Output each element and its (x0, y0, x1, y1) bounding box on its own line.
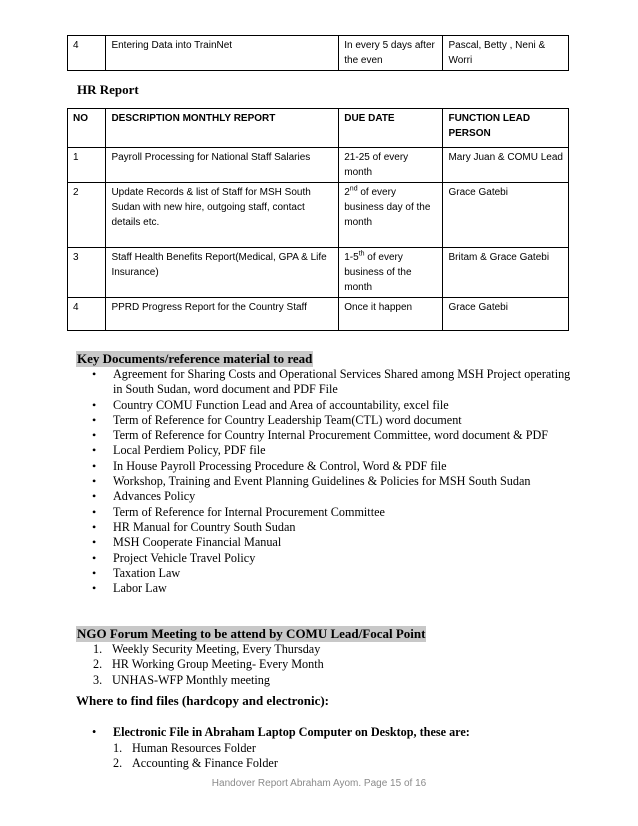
ngo-forum-title: NGO Forum Meeting to be attend by COMU Lead/Focal Point (77, 626, 426, 641)
row-due-date (339, 183, 443, 248)
row-description: Payroll Processing for National Staff Salaries (106, 148, 339, 183)
list-item (93, 673, 324, 688)
due-suffix: nd (349, 185, 358, 193)
list-item: • Advances Policy (92, 489, 572, 504)
item-number: 1. (113, 741, 123, 755)
row-description: Staff Health Benefits Report(Medical, GPA & Life Insurance) (106, 248, 339, 298)
header-due-date: DUE DATE (339, 109, 443, 148)
item-text: Human Resources Folder (132, 741, 256, 755)
row-number: 3 (68, 248, 106, 298)
header-no: NO (68, 109, 106, 148)
row-number: 4 (68, 298, 106, 331)
due-number: 1-5 (344, 252, 359, 263)
row-description: Entering Data into TrainNet (106, 36, 339, 71)
item-number: 2. (113, 756, 123, 771)
row-lead-person: Mary Juan & COMU Lead (443, 148, 569, 183)
table-row (68, 248, 569, 298)
row-number: 2 (68, 183, 106, 248)
row-number: 4 (68, 36, 106, 71)
table-row (68, 183, 569, 248)
list-item: • Term of Reference for Internal Procurement Committee (92, 505, 572, 520)
list-item: • Local Perdiem Policy, PDF file (92, 443, 572, 458)
list-item: • Labor Law (92, 581, 572, 596)
list-item: • Agreement for Sharing Costs and Operational Services Shared among MSH Project operating in South Sudan, word document and PDF File (92, 367, 572, 398)
bullet-text: Electronic File in Abraham Laptop Computer on Desktop, these are: (113, 725, 470, 739)
item-number: 3. (93, 672, 103, 687)
due-number: 2 (344, 187, 350, 198)
list-item: • Taxation Law (92, 566, 572, 581)
item-number: 2. (93, 657, 103, 672)
list-item: • Term of Reference for Country Leadership Team(CTL) word document (92, 413, 572, 428)
list-item: • HR Manual for Country South Sudan (92, 520, 572, 535)
list-item (93, 657, 324, 672)
item-text: Accounting & Finance Folder (132, 756, 278, 771)
row-due-date (339, 248, 443, 298)
table-row (68, 148, 569, 183)
page-footer: Handover Report Abraham Ayom. Page 15 of 16 (211, 778, 427, 789)
row-lead-person: Grace Gatebi (443, 298, 569, 331)
row-number: 1 (68, 148, 106, 183)
list-item: • MSH Cooperate Financial Manual (92, 535, 572, 550)
list-item: • Country COMU Function Lead and Area of accountability, excel file (92, 398, 572, 413)
list-item (93, 642, 324, 657)
table-row (68, 36, 569, 71)
files-title: Where to find files (hardcopy and electronic): (76, 693, 329, 708)
list-item (113, 756, 278, 771)
list-item: • Term of Reference for Country Internal Procurement Committee, word document & PDF (92, 428, 572, 443)
list-item: • In House Payroll Processing Procedure & Control, Word & PDF file (92, 459, 572, 474)
item-text: HR Working Group Meeting- Every Month (112, 657, 324, 672)
due-rest: of every business of the month (344, 252, 412, 293)
row-description: Update Records & list of Staff for MSH South Sudan with new hire, outgoing staff, contact details etc. (106, 183, 339, 248)
item-text: Weekly Security Meeting, Every Thursday (112, 642, 321, 656)
electronic-file-bullet (92, 725, 470, 740)
bullet-icon: • (92, 725, 97, 739)
table-header-row (68, 109, 569, 148)
key-documents-title: Key Documents/reference material to read (77, 351, 313, 366)
row-due-date: 21-25 of every month (339, 148, 443, 183)
list-item: • Project Vehicle Travel Policy (92, 551, 572, 566)
list-item: • Workshop, Training and Event Planning Guidelines & Policies for MSH South Sudan (92, 474, 572, 489)
list-item (113, 741, 278, 756)
files-list (113, 741, 278, 772)
header-lead-person: FUNCTION LEAD PERSON (443, 109, 569, 148)
ngo-forum-list (93, 642, 324, 688)
item-number: 1. (93, 642, 103, 656)
due-rest: of every business day of the month (344, 187, 431, 228)
table-row (68, 298, 569, 331)
row-lead-person: Grace Gatebi (443, 183, 569, 248)
item-text: UNHAS-WFP Monthly meeting (112, 672, 270, 687)
row-lead-person: Pascal, Betty , Neni & Worri (443, 36, 569, 71)
trainnet-table (67, 35, 569, 71)
hr-report-table (67, 108, 569, 331)
row-lead-person: Britam & Grace Gatebi (443, 248, 569, 298)
key-documents-list (92, 367, 572, 596)
due-suffix: th (358, 250, 365, 258)
header-description: DESCRIPTION MONTHLY REPORT (106, 109, 339, 148)
hr-report-title: HR Report (77, 82, 139, 97)
row-due-date: Once it happen (339, 298, 443, 331)
row-description: PPRD Progress Report for the Country Staff (106, 298, 339, 331)
row-due-date: In every 5 days after the even (339, 36, 443, 71)
